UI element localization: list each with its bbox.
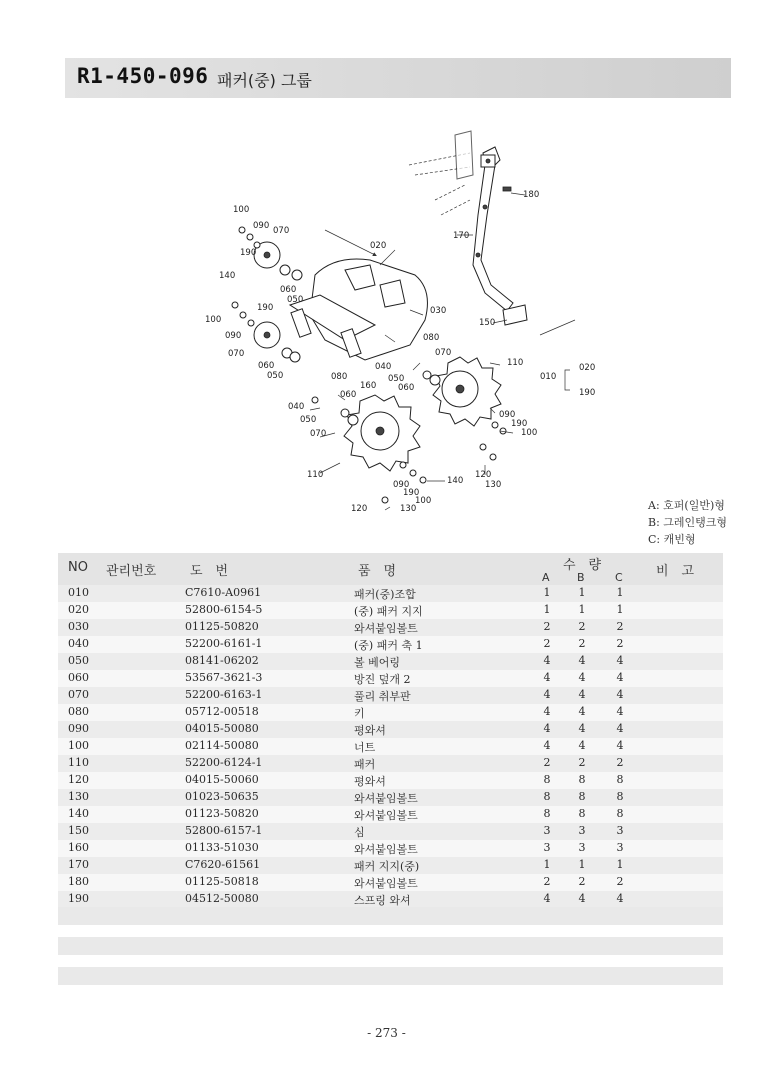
legend-a: A: 호퍼(일반)형 (648, 499, 725, 512)
svg-text:070: 070 (310, 429, 327, 439)
header-qty-b: B (577, 571, 585, 584)
part-name-cell: 방진 덮개 2 (354, 673, 411, 686)
drawing-number-cell: 01125-50820 (185, 620, 259, 633)
exploded-parts-diagram (195, 125, 735, 535)
qty-a-cell: 8 (543, 790, 551, 803)
svg-text:020: 020 (579, 363, 596, 373)
qty-a-cell: 2 (543, 637, 551, 650)
legend-b: B: 그레인탱크형 (648, 516, 728, 529)
drawing-number-cell: C7620-61561 (185, 858, 261, 871)
part-name-cell: 패커 (354, 758, 376, 771)
table-row (58, 891, 723, 908)
drawing-number-cell: 01133-51030 (185, 841, 259, 854)
svg-text:190: 190 (511, 419, 528, 429)
part-name-cell: 와셔붙임볼트 (354, 877, 418, 890)
packer-support-arm (409, 131, 513, 311)
svg-text:130: 130 (485, 480, 502, 490)
table-row (58, 602, 723, 619)
header-qty-c: C (615, 571, 623, 584)
qty-a-cell: 1 (543, 586, 551, 599)
type-legend (648, 497, 727, 548)
table-row (58, 857, 723, 874)
part-number-cell: 040 (68, 637, 89, 650)
part-number-cell: 110 (68, 756, 89, 769)
svg-text:090: 090 (225, 331, 242, 341)
qty-a-cell: 2 (543, 620, 551, 633)
qty-a-cell: 8 (543, 773, 551, 786)
drawing-number-cell: 04015-50080 (185, 722, 259, 735)
qty-b-cell: 4 (578, 654, 586, 667)
qty-c-cell: 2 (616, 875, 624, 888)
qty-b-cell: 2 (578, 620, 586, 633)
svg-text:070: 070 (273, 226, 290, 236)
table-row (58, 636, 723, 653)
drawing-number-cell: 01023-50635 (185, 790, 259, 803)
header-part-name: 품 명 (358, 564, 397, 579)
part-number-cell: 030 (68, 620, 89, 633)
qty-b-cell: 1 (578, 586, 586, 599)
svg-text:080: 080 (423, 333, 440, 343)
qty-a-cell: 4 (543, 892, 551, 905)
table-row (58, 806, 723, 823)
table-row (58, 874, 723, 891)
legend-c: C: 캐빈형 (648, 533, 696, 546)
blank-row (58, 937, 723, 955)
qty-c-cell: 4 (616, 892, 624, 905)
part-number-cell: 090 (68, 722, 89, 735)
qty-b-cell: 2 (578, 637, 586, 650)
svg-text:040: 040 (288, 402, 305, 412)
qty-a-cell: 1 (543, 603, 551, 616)
part-number-cell: 060 (68, 671, 89, 684)
svg-text:190: 190 (240, 248, 257, 258)
qty-c-cell: 3 (616, 824, 624, 837)
part-name-cell: 와셔붙임볼트 (354, 809, 418, 822)
drawing-number-cell: 52200-6161-1 (185, 637, 263, 650)
qty-a-cell: 1 (543, 858, 551, 871)
part-name-cell: 키 (354, 707, 365, 720)
qty-b-cell: 1 (578, 603, 586, 616)
parts-table-header (58, 553, 723, 585)
part-name-cell: 심 (354, 826, 365, 839)
svg-text:170: 170 (453, 231, 470, 241)
drawing-number-cell: 52800-6154-5 (185, 603, 263, 616)
group-name: 패커(중) 그룹 (217, 71, 312, 90)
drawing-number-cell: 52200-6163-1 (185, 688, 263, 701)
table-row (58, 653, 723, 670)
part-number-cell: 150 (68, 824, 89, 837)
svg-text:110: 110 (507, 358, 524, 368)
table-row (58, 823, 723, 840)
part-number-cell: 010 (68, 586, 89, 599)
part-name-cell: 와셔붙임볼트 (354, 622, 418, 635)
qty-c-cell: 4 (616, 688, 624, 701)
table-row (58, 738, 723, 755)
qty-a-cell: 4 (543, 722, 551, 735)
table-row (58, 721, 723, 738)
header-no: NO (68, 560, 88, 575)
table-row (58, 704, 723, 721)
svg-text:060: 060 (258, 361, 275, 371)
svg-text:090: 090 (393, 480, 410, 490)
header-qty-a: A (542, 571, 550, 584)
qty-b-cell: 4 (578, 671, 586, 684)
qty-c-cell: 4 (616, 654, 624, 667)
qty-c-cell: 8 (616, 790, 624, 803)
qty-c-cell: 1 (616, 586, 624, 599)
blank-row (58, 907, 723, 925)
group-code: R1-450-096 (77, 64, 209, 88)
blank-row (58, 967, 723, 985)
svg-text:060: 060 (398, 383, 415, 393)
qty-b-cell: 3 (578, 841, 586, 854)
qty-b-cell: 2 (578, 756, 586, 769)
svg-text:060: 060 (340, 390, 357, 400)
qty-a-cell: 2 (543, 875, 551, 888)
svg-text:030: 030 (430, 306, 447, 316)
qty-a-cell: 8 (543, 807, 551, 820)
qty-b-cell: 4 (578, 739, 586, 752)
qty-a-cell: 4 (543, 671, 551, 684)
drawing-number-cell: 04015-50060 (185, 773, 259, 786)
qty-a-cell: 3 (543, 824, 551, 837)
svg-text:040: 040 (375, 362, 392, 372)
qty-b-cell: 4 (578, 705, 586, 718)
table-row (58, 755, 723, 772)
svg-text:050: 050 (300, 415, 317, 425)
part-number-cell: 080 (68, 705, 89, 718)
svg-text:160: 160 (360, 381, 377, 391)
svg-text:060: 060 (280, 285, 297, 295)
svg-text:120: 120 (475, 470, 492, 480)
svg-text:100: 100 (205, 315, 222, 325)
svg-text:010: 010 (540, 372, 557, 382)
header-mgmt-number: 관리번호 (106, 564, 157, 579)
svg-text:140: 140 (219, 271, 236, 281)
part-name-cell: 와셔붙임볼트 (354, 792, 418, 805)
qty-c-cell: 2 (616, 756, 624, 769)
svg-text:090: 090 (499, 410, 516, 420)
qty-b-cell: 1 (578, 858, 586, 871)
svg-text:150: 150 (479, 318, 496, 328)
part-number-cell: 140 (68, 807, 89, 820)
part-name-cell: 스프링 와셔 (354, 894, 411, 907)
svg-text:190: 190 (257, 303, 274, 313)
drawing-number-cell: 02114-50080 (185, 739, 259, 752)
title-bar (65, 58, 731, 98)
part-number-cell: 130 (68, 790, 89, 803)
qty-b-cell: 8 (578, 790, 586, 803)
qty-b-cell: 4 (578, 892, 586, 905)
part-name-cell: 패커(중)조합 (354, 588, 416, 601)
table-row (58, 619, 723, 636)
svg-text:050: 050 (388, 374, 405, 384)
packer-bracket (290, 259, 427, 360)
part-number-cell: 020 (68, 603, 89, 616)
drawing-number-cell: 04512-50080 (185, 892, 259, 905)
packer-left (312, 395, 420, 471)
header-quantity: 수 량 (563, 558, 602, 573)
drawing-number-cell: 52200-6124-1 (185, 756, 263, 769)
table-row (58, 789, 723, 806)
svg-text:130: 130 (400, 504, 417, 514)
svg-text:190: 190 (579, 388, 596, 398)
qty-b-cell: 4 (578, 688, 586, 701)
part-number-cell: 160 (68, 841, 89, 854)
table-row (58, 772, 723, 789)
svg-text:070: 070 (435, 348, 452, 358)
table-row (58, 840, 723, 857)
table-row (58, 670, 723, 687)
drawing-number-cell: 52800-6157-1 (185, 824, 263, 837)
drawing-number-cell: 05712-00518 (185, 705, 259, 718)
svg-text:080: 080 (331, 372, 348, 382)
qty-a-cell: 4 (543, 654, 551, 667)
svg-text:050: 050 (267, 371, 284, 381)
qty-c-cell: 3 (616, 841, 624, 854)
part-name-cell: 풀리 취부판 (354, 690, 411, 703)
drawing-number-cell: 53567-3621-3 (185, 671, 263, 684)
qty-c-cell: 4 (616, 739, 624, 752)
qty-a-cell: 2 (543, 756, 551, 769)
table-row (58, 585, 723, 602)
part-name-cell: 볼 베어링 (354, 656, 401, 669)
qty-a-cell: 3 (543, 841, 551, 854)
qty-c-cell: 2 (616, 637, 624, 650)
svg-text:190: 190 (403, 488, 420, 498)
part-name-cell: 너트 (354, 741, 376, 754)
part-number-cell: 050 (68, 654, 89, 667)
qty-b-cell: 3 (578, 824, 586, 837)
qty-c-cell: 8 (616, 807, 624, 820)
qty-a-cell: 4 (543, 688, 551, 701)
qty-c-cell: 4 (616, 671, 624, 684)
svg-text:180: 180 (523, 190, 540, 200)
qty-c-cell: 4 (616, 722, 624, 735)
qty-b-cell: 4 (578, 722, 586, 735)
part-name-cell: 평와셔 (354, 724, 386, 737)
table-row (58, 687, 723, 704)
part-number-cell: 070 (68, 688, 89, 701)
qty-c-cell: 4 (616, 705, 624, 718)
part-name-cell: 평와셔 (354, 775, 386, 788)
packer-right (423, 357, 501, 426)
part-number-cell: 180 (68, 875, 89, 888)
qty-b-cell: 8 (578, 773, 586, 786)
parts-table-body (58, 585, 723, 908)
svg-text:140: 140 (447, 476, 464, 486)
part-name-cell: 와셔붙임볼트 (354, 843, 418, 856)
header-drawing-number: 도 번 (190, 564, 229, 579)
part-name-cell: (중) 패커 축 1 (354, 639, 423, 652)
qty-c-cell: 8 (616, 773, 624, 786)
header-remarks: 비 고 (656, 564, 695, 579)
qty-a-cell: 4 (543, 739, 551, 752)
part-name-cell: 패커 지지(중) (354, 860, 420, 873)
qty-c-cell: 1 (616, 858, 624, 871)
svg-text:020: 020 (370, 241, 387, 251)
svg-text:090: 090 (253, 221, 270, 231)
drawing-number-cell: 01125-50818 (185, 875, 259, 888)
drawing-number-cell: C7610-A0961 (185, 586, 262, 599)
part-name-cell: (중) 패커 지지 (354, 605, 423, 618)
qty-a-cell: 4 (543, 705, 551, 718)
svg-text:100: 100 (233, 205, 250, 215)
part-number-cell: 120 (68, 773, 89, 786)
svg-text:120: 120 (351, 504, 368, 514)
svg-text:050: 050 (287, 295, 304, 305)
qty-c-cell: 2 (616, 620, 624, 633)
svg-text:100: 100 (521, 428, 538, 438)
qty-c-cell: 1 (616, 603, 624, 616)
svg-text:070: 070 (228, 349, 245, 359)
svg-text:110: 110 (307, 470, 324, 480)
qty-b-cell: 8 (578, 807, 586, 820)
part-number-cell: 170 (68, 858, 89, 871)
drawing-number-cell: 01123-50820 (185, 807, 259, 820)
svg-text:100: 100 (415, 496, 432, 506)
part-number-cell: 100 (68, 739, 89, 752)
qty-b-cell: 2 (578, 875, 586, 888)
page-number: - 273 - (367, 1026, 406, 1040)
bolt-180 (503, 187, 511, 191)
part-number-cell: 190 (68, 892, 89, 905)
drawing-number-cell: 08141-06202 (185, 654, 259, 667)
